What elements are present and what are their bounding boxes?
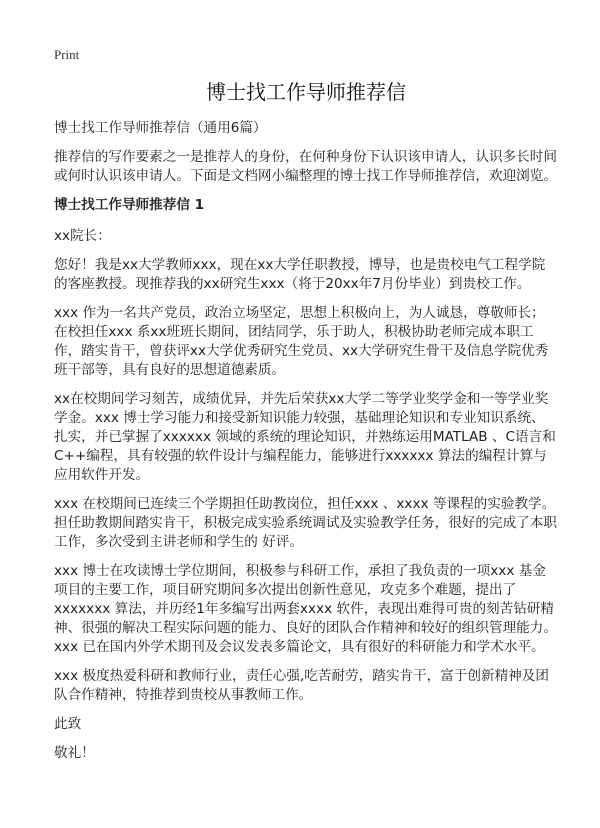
closing-line: 此致 (54, 716, 82, 732)
intro-paragraph: 推荐信的写作要素之一是推荐人的身份，在何种身份下认识该申请人，认识多长时间或何时认识该申请人。下面是文档网小编整理的博士找工作导师推荐信，欢迎浏览。 (54, 149, 557, 184)
subtitle: 博士找工作导师推荐信（通用6篇） (54, 120, 267, 136)
body-paragraph: xxx 极度热爱科研和教师行业，责任心强,吃苦耐劳，踏实肯干，富于创新精神及团队合作精神，特推荐到贵校从事教师工作。 (54, 668, 549, 703)
body-paragraph: xxx 作为一名共产党员，政治立场坚定，思想上积极向上，为人诚恳，尊敬师长；在校担任xxx 系xx班班长期间，团结同学，乐于助人，积极协助老师完成本职工作，踏实肯干，曾获评xx大学优秀研究生党员、xx大学研究生骨干及信息学院优秀班干部等，具有良好的思想道德素质。 (54, 305, 549, 378)
page-title: 博士找工作导师推荐信 (206, 80, 406, 104)
closing-regards: 敬礼！ (54, 745, 95, 761)
print-link[interactable]: Print (54, 47, 80, 62)
salutation: xx院长： (54, 228, 111, 244)
body-paragraph: 您好！我是xx大学教师xxx，现在xx大学任职教授，博导，也是贵校电气工程学院的客座教授。现推荐我的xx研究生xxx（将于20xx年7月份毕业）到贵校工作。 (54, 257, 546, 292)
body-paragraph: xxx 在校期间已连续三个学期担任助教岗位，担任xxx 、xxxx 等课程的实验教学。担任助教期间踏实肯干，积极完成实验系统调试及实验教学任务，很好的完成了本职工作，多次受到主讲老师和学生的 好评。 (54, 496, 557, 550)
section-heading: 博士找工作导师推荐信 1 (54, 197, 205, 213)
body-paragraph: xxx 博士在攻读博士学位期间，积极参与科研工作，承担了我负责的一项xxx 基金项目的主要工作，项目研究期间多次提出创新性意见，攻克多个难题，提出了xxxxxxx 算法，并历经1年多编写出两套xxxx 软件，表现出难得可贵的刻苦钻研精神、很强的解决工程实际问题的能力、良好的团队合作精神和较好的组织管理能力。xxx 已在国内外学术期刊及会议发表多篇论文，具有很好的科研能力和学术水平。 (54, 563, 557, 655)
document-page (54, 0, 558, 793)
body-paragraph: xx在校期间学习刻苦，成绩优异，并先后荣获xx大学二等学业奖学金和一等学业奖学金。xxx 博士学习能力和接受新知识能力较强，基础理论知识和专业知识系统、扎实，并已掌握了xxxxxx 领域的系统的理论知识，并熟练运用MATLAB 、C语言和C++编程，具有较强的软件设计与编程能力，能够进行xxxxxx 算法的编程计算与应用软件开发。 (54, 391, 556, 483)
